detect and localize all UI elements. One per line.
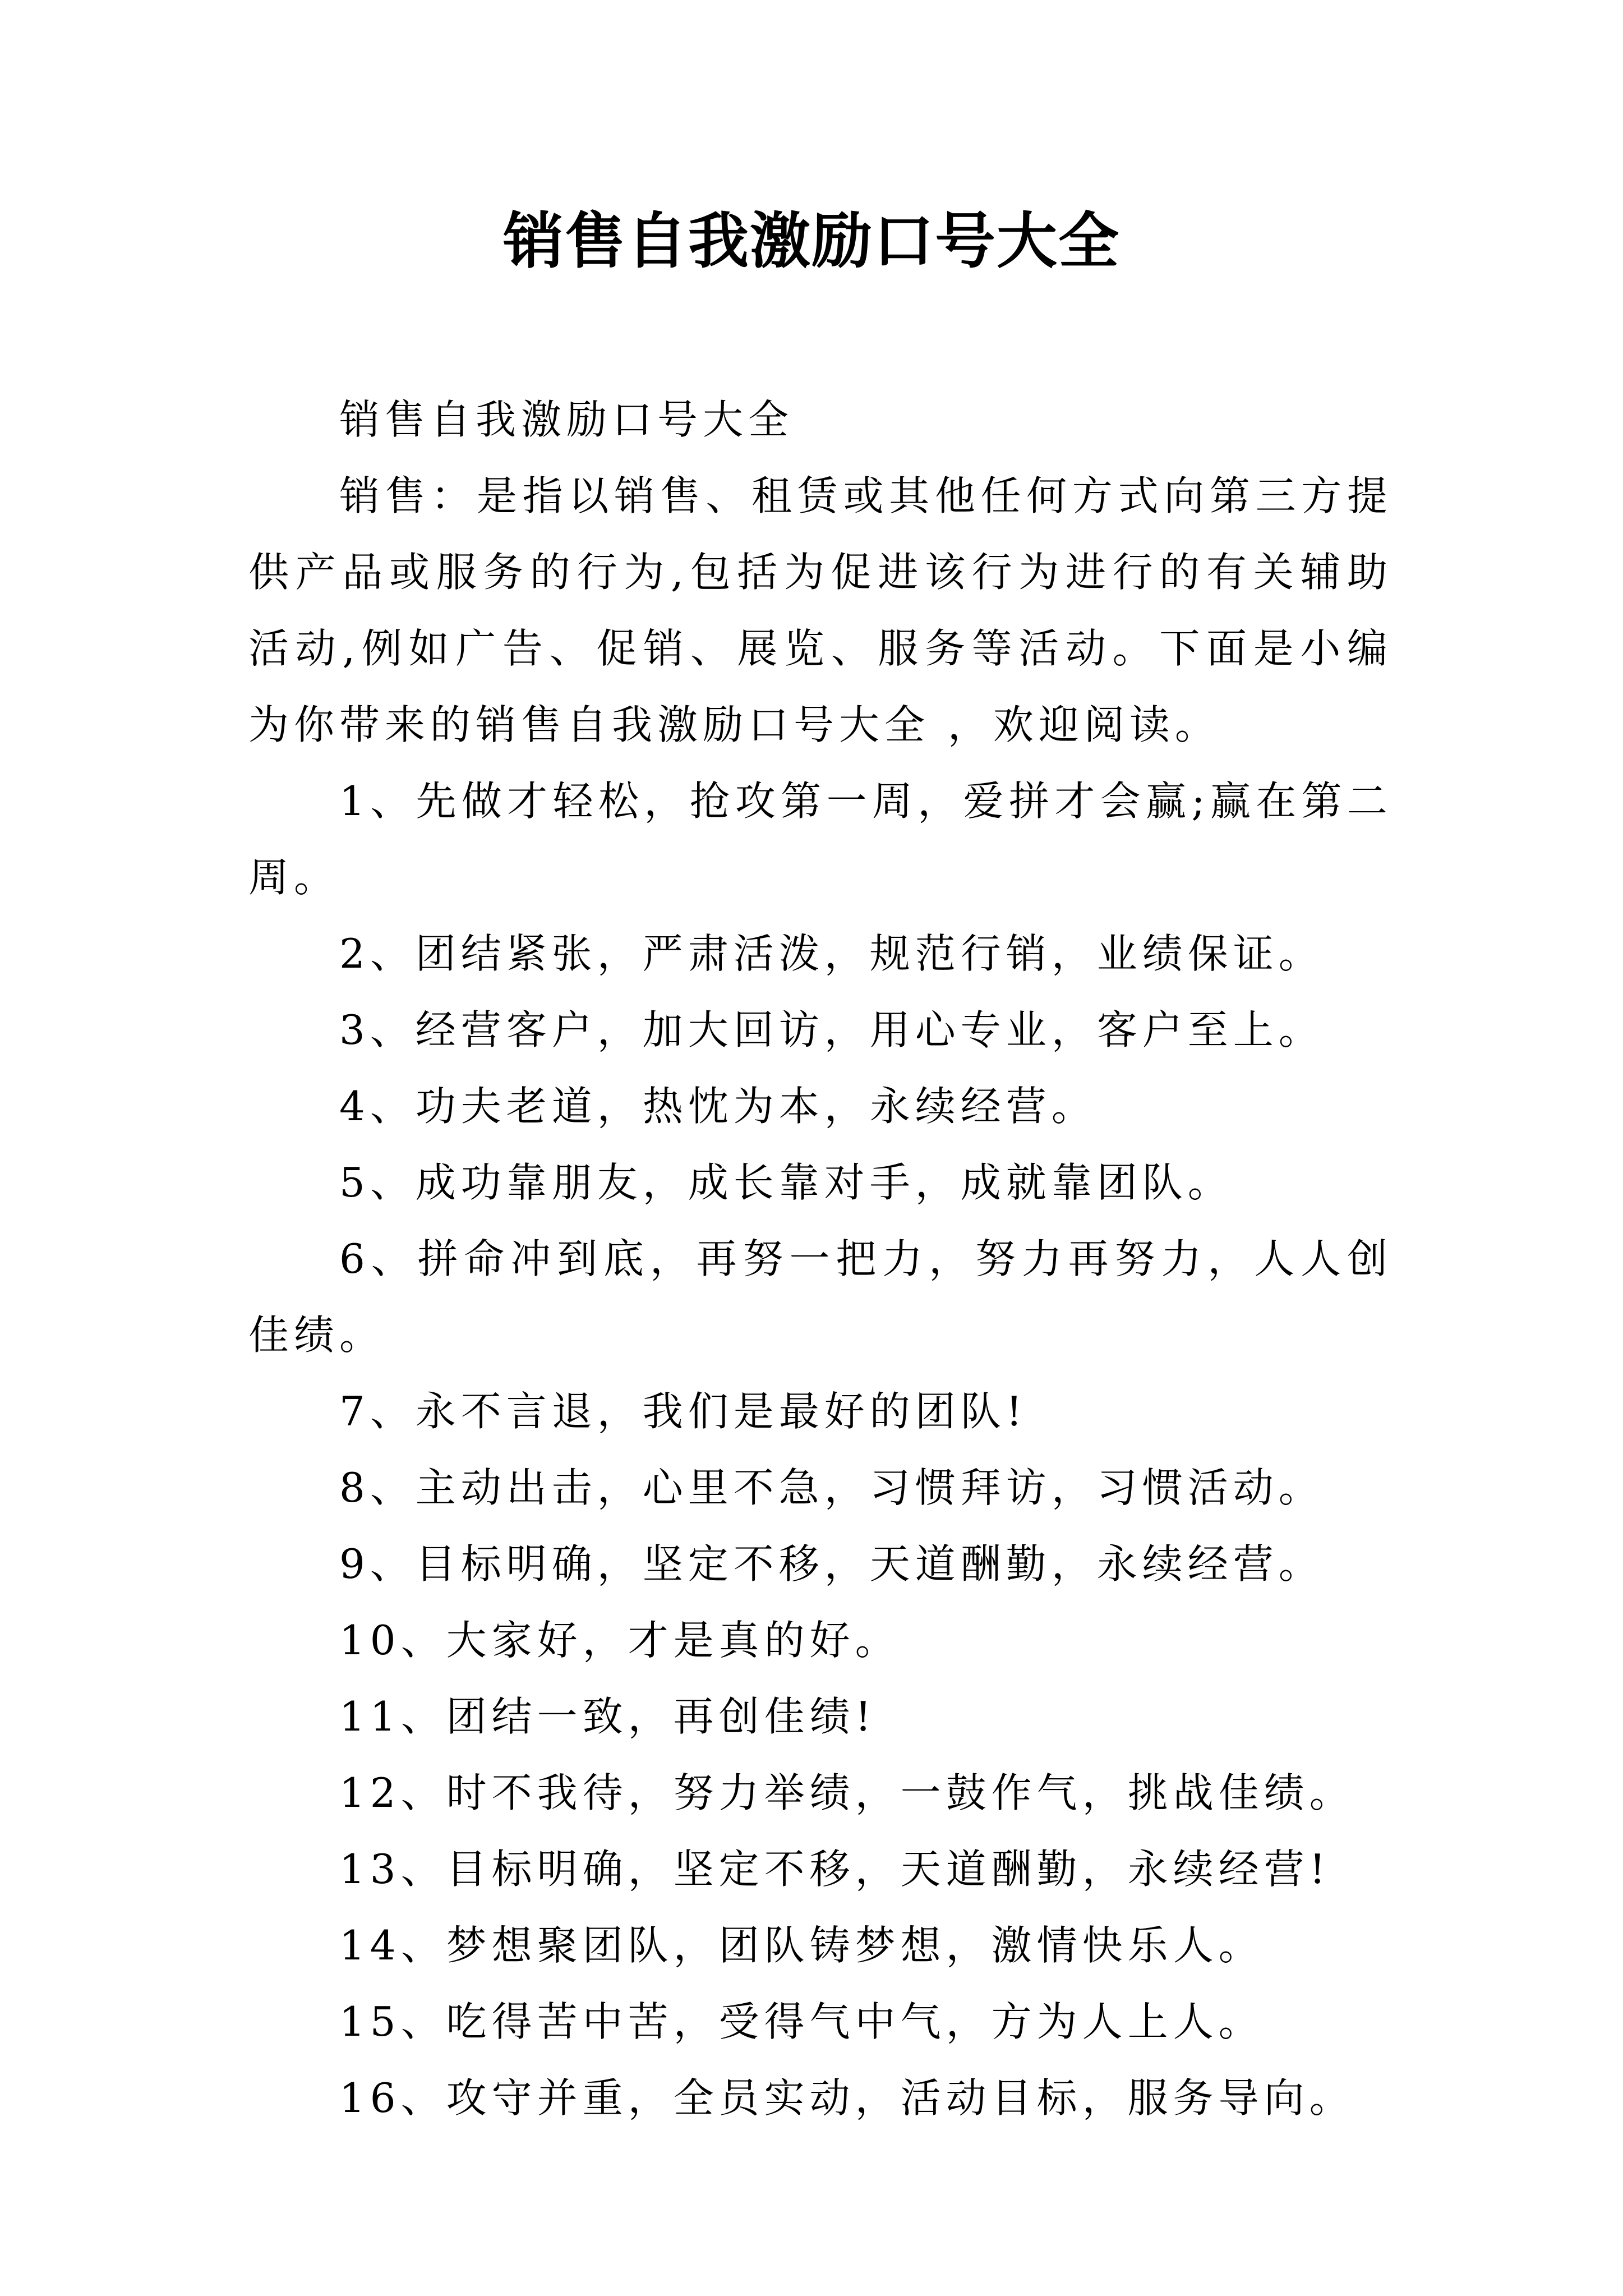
slogan-item-5: 5、成功靠朋友，成长靠对手，成就靠团队。 — [339, 1159, 1233, 1206]
paragraph-subtitle: 销售自我激励口号大全 — [339, 396, 794, 443]
slogan-item-4: 4、功夫老道，热忱为本，永续经营。 — [339, 1083, 1097, 1130]
document-body — [248, 381, 1393, 2136]
slogan-item-9: 9、目标明确，坚定不移，天道酬勤，永续经营。 — [339, 1540, 1324, 1588]
slogan-item-2: 2、团结紧张，严肃活泼，规范行销，业绩保证。 — [339, 930, 1324, 977]
slogan-item-11: 11、团结一致，再创佳绩! — [339, 1693, 877, 1740]
slogan-item-3: 3、经营客户，加大回访，用心专业，客户至上。 — [339, 1006, 1324, 1053]
slogan-item-16: 16、攻守并重，全员实动，活动目标，服务导向。 — [339, 2074, 1355, 2122]
slogan-item-14: 14、梦想聚团队，团队铸梦想，激情快乐人。 — [339, 1922, 1264, 1969]
slogan-item-10: 10、大家好，才是真的好。 — [339, 1617, 901, 1664]
document-title: 销售自我激励口号大全 — [502, 206, 1120, 277]
slogan-item-12: 12、时不我待，努力举绩，一鼓作气，挑战佳绩。 — [339, 1769, 1355, 1816]
slogan-item-7: 7、永不言退，我们是最好的团队! — [339, 1388, 1027, 1435]
slogan-item-8: 8、主动出击，心里不急，习惯拜访，习惯活动。 — [339, 1464, 1324, 1511]
slogan-item-1: 1、先做才轻松，抢攻第一周，爱拼才会赢;赢在第二周。 — [248, 777, 1393, 901]
paragraph-intro: 销售：是指以销售、租赁或其他任何方式向第三方提供产品或服务的行为,包括为促进该行为进行的有关辅助活动,例如广告、促销、展览、服务等活动。下面是小编为你带来的销售自我激励口号大全 ，欢迎阅读。 — [248, 472, 1393, 748]
slogan-item-15: 15、吃得苦中苦，受得气中气，方为人上人。 — [339, 1998, 1264, 2045]
slogan-item-13: 13、目标明确，坚定不移，天道酬勤，永续经营! — [339, 1846, 1331, 1893]
slogan-item-6: 6、拼命冲到底，再努一把力，努力再努力，人人创佳绩。 — [248, 1235, 1393, 1359]
